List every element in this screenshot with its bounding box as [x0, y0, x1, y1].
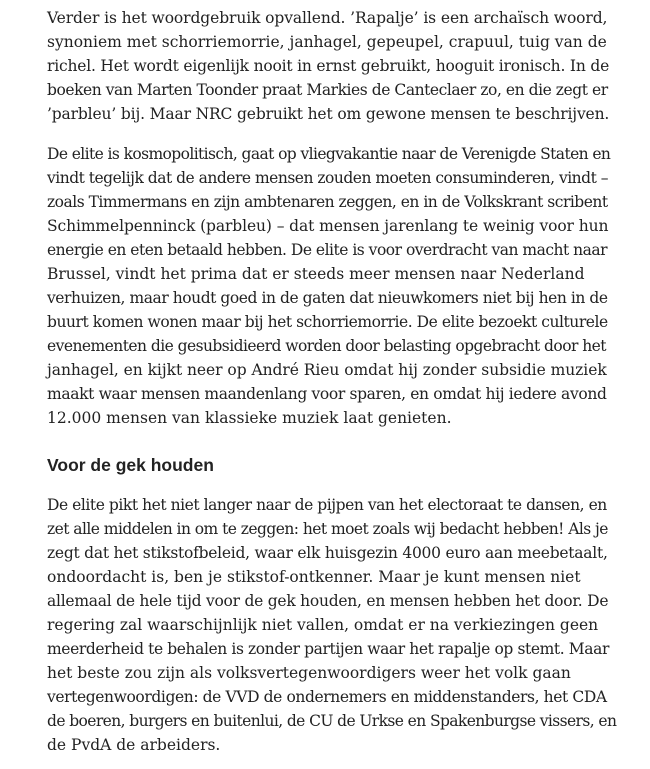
text-line: allemaal de hele tijd voor de gek houden, en mensen hebben het door. De — [47, 592, 609, 610]
paragraph-rapalje — [47, 6, 610, 126]
section-spacer — [47, 430, 607, 453]
text-line: evenementen die gesubsidieerd worden door belasting opgebracht door het — [47, 337, 606, 355]
article-body — [47, 6, 617, 757]
text-line: de boeren, burgers en buitenlui, de CU de Urkse en Spakenburgse vissers, en — [47, 712, 617, 730]
text-line: zoals Timmermans en zijn ambtenaren zeggen, en in de Volkskrant scribent — [47, 193, 608, 211]
text-line: synoniem met schorriemorrie, janhagel, gepeupel, crapuul, tuig van de — [47, 33, 607, 51]
text-line: ondoordacht is, ben je stikstof-ontkenner. Maar je kunt mensen niet — [47, 568, 581, 586]
text-line: zet alle middelen in om te zeggen: het moet zoals wij bedacht hebben! Als je — [47, 520, 608, 538]
paragraph-elite — [47, 142, 611, 430]
text-line: vindt tegelijk dat de andere mensen zouden moeten consuminderen, vindt – — [47, 169, 608, 187]
text-line: zegt dat het stikstofbeleid, waar elk huisgezin 4000 euro aan meebetaalt, — [47, 544, 608, 562]
text-line: de PvdA de arbeiders. — [47, 736, 221, 754]
text-line: Verder is het woordgebruik opvallend. ’Rapalje’ is een archaïsch woord, — [47, 9, 608, 27]
text-line: richel. Het wordt eigenlijk nooit in ernst gebruikt, hooguit ironisch. In de — [47, 57, 610, 75]
paragraph-gek-houden — [47, 493, 617, 757]
text-line: De elite pikt het niet langer naar de pijpen van het electoraat te dansen, en — [47, 496, 607, 514]
text-line: boeken van Marten Toonder praat Markies de Canteclaer zo, en die zegt er — [47, 81, 608, 99]
text-line: buurt komen wonen maar bij het schorriemorrie. De elite bezoekt culturele — [47, 313, 608, 331]
text-line: Schimmelpenninck (parbleu) – dat mensen jarenlang te weinig voor hun — [47, 217, 609, 235]
text-line: het beste zou zijn als volksvertegenwoordigers weer het volk gaan — [47, 664, 571, 682]
text-line: ’parbleu’ bij. Maar NRC gebruikt het om gewone mensen te beschrijven. — [47, 105, 610, 123]
text-line: maakt waar mensen maandenlang voor sparen, en omdat hij iedere avond — [47, 385, 607, 403]
text-line: 12.000 mensen van klassieke muziek laat genieten. — [47, 409, 452, 427]
text-line: vertegenwoordigen: de VVD de ondernemers en middenstanders, het CDA — [47, 688, 607, 706]
text-line: meerderheid te behalen is zonder partijen waar het rapalje op stemt. Maar — [47, 640, 609, 658]
text-line: De elite is kosmopolitisch, gaat op vliegvakantie naar de Verenigde Staten en — [47, 145, 611, 163]
text-line: regering zal waarschijnlijk niet vallen, omdat er na verkiezingen geen — [47, 616, 599, 634]
paragraph-spacer — [47, 126, 607, 142]
section-spacer — [47, 477, 607, 493]
text-line: janhagel, en kijkt neer op André Rieu omdat hij zonder subsidie muziek — [47, 361, 607, 379]
text-line: energie en eten betaald hebben. De elite is voor overdracht van macht naar — [47, 241, 608, 259]
text-line: Brussel, vindt het prima dat er steeds meer mensen naar Nederland — [47, 265, 585, 283]
section-heading: Voor de gek houden — [47, 455, 214, 475]
text-line: verhuizen, maar houdt goed in de gaten dat nieuwkomers niet bij hen in de — [47, 289, 608, 307]
